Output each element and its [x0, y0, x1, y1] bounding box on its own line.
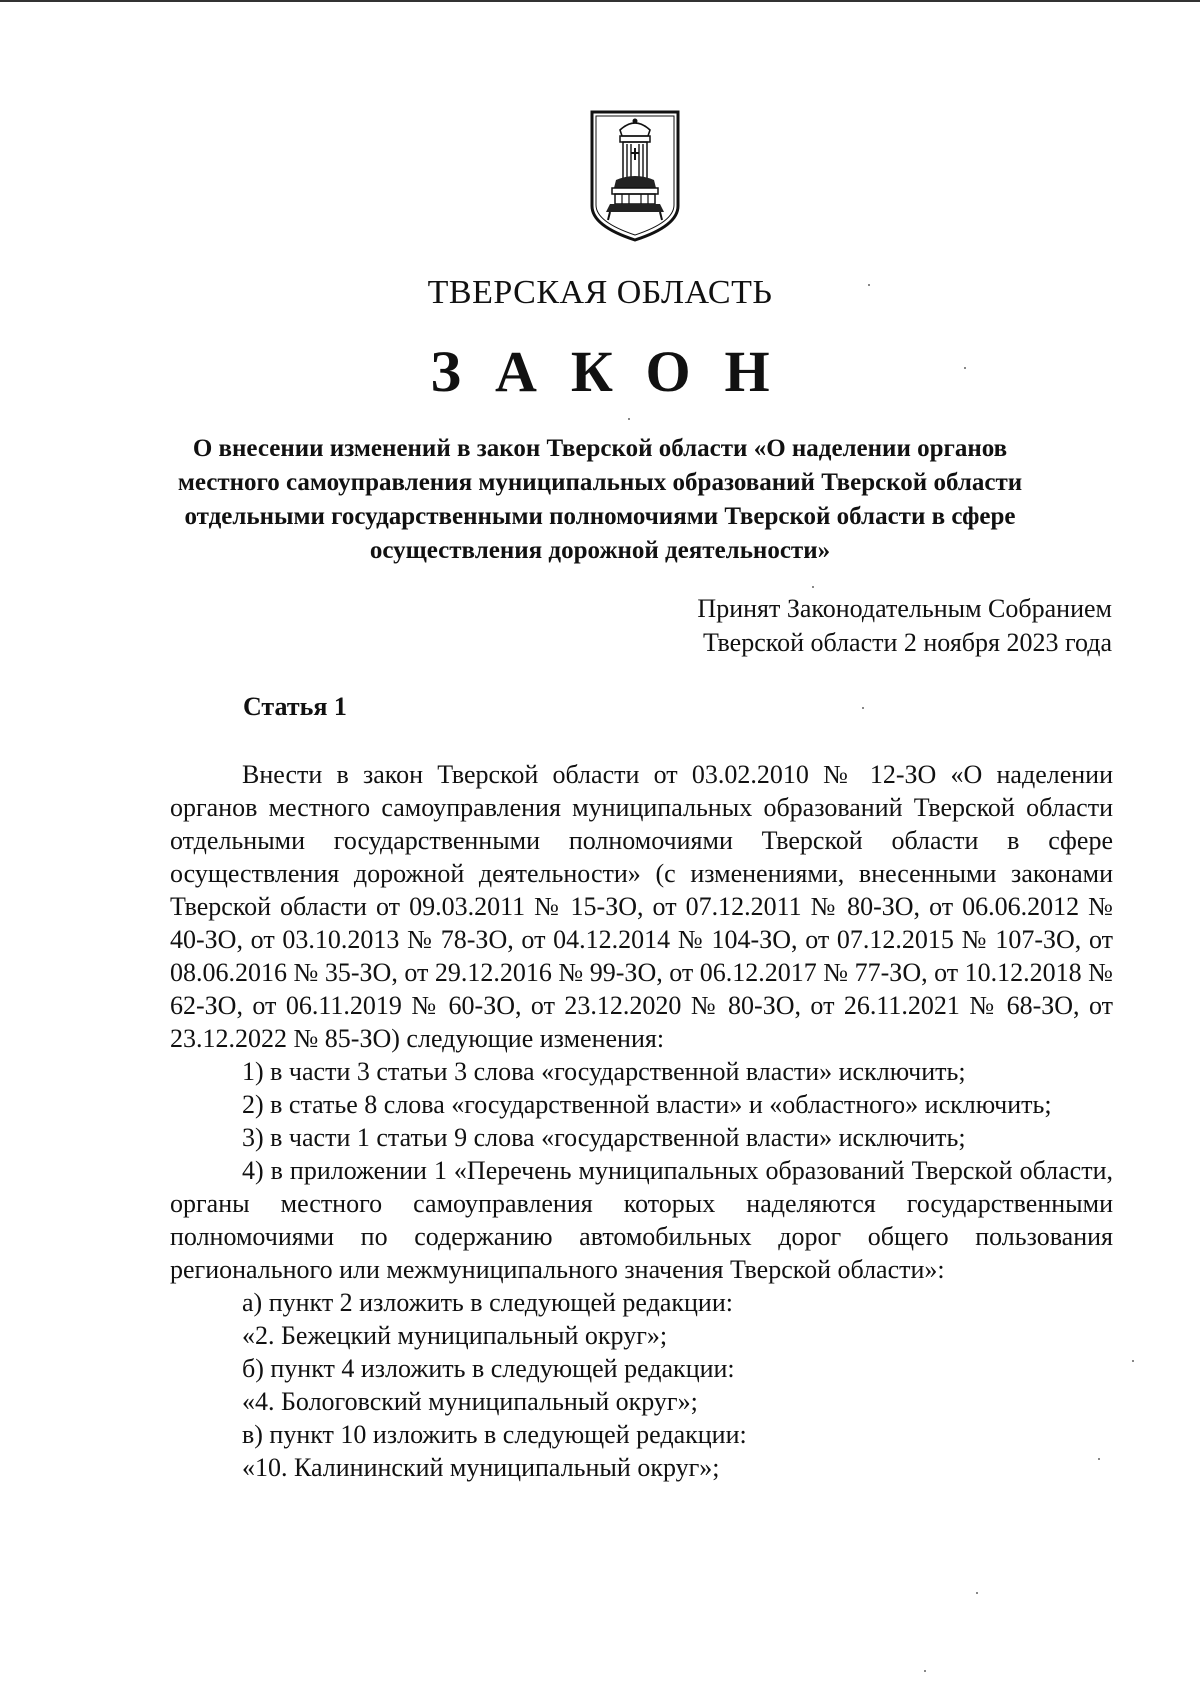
scan-speck	[628, 418, 630, 420]
scan-speck	[976, 1592, 978, 1594]
adoption-line-2: Тверской области 2 ноября 2023 года	[702, 628, 1112, 657]
scan-speck	[862, 707, 864, 709]
article-paragraph: 4) в приложении 1 «Перечень муниципальных образований Тверской области, органы местного самоуправления которых наделяются государственными полномочиями по содержанию автомобильных дорог общего пользования регионального или межмуниципального значения Тверской области»:	[170, 1156, 1113, 1284]
article-body	[170, 758, 1113, 1484]
article-heading: Статья 1	[243, 692, 347, 721]
scan-speck	[868, 284, 870, 286]
scan-speck	[924, 1670, 926, 1672]
article-paragraph: «10. Калининский муниципальный округ»;	[242, 1453, 720, 1482]
region-title: ТВЕРСКАЯ ОБЛАСТЬ	[427, 274, 773, 311]
adoption-line-1: Принят Законодательным Собранием	[697, 594, 1112, 623]
article-paragraph: а) пункт 2 изложить в следующей редакции:	[242, 1288, 733, 1317]
article-paragraph: 2) в статье 8 слова «государственной власти» и «областного» исключить;	[242, 1090, 1052, 1119]
law-subject-title: О внесении изменений в закон Тверской области «О наделении органов местного самоуправления муниципальных образований Тверской области отдельными государственными полномочиями Тверской области в сфере осуществления дорожной деятельности»	[177, 435, 1023, 564]
tver-coat-of-arms-emblem	[586, 108, 684, 244]
adoption-note	[697, 592, 1112, 660]
article-paragraph: «2. Бежецкий муниципальный округ»;	[242, 1321, 668, 1350]
scan-speck	[964, 367, 966, 369]
article-paragraph: «4. Бологовский муниципальный округ»;	[242, 1387, 698, 1416]
article-paragraph: 1) в части 3 статьи 3 слова «государственной власти» исключить;	[242, 1057, 966, 1086]
article-paragraph: в) пункт 10 изложить в следующей редакции:	[242, 1420, 747, 1449]
scan-top-edge	[0, 0, 1200, 2]
article-paragraph: Внести в закон Тверской области от 03.02.2010 № 12-ЗО «О наделении органов местного самоуправления муниципальных образований Тверской области отдельными государственными полномочиями Тверской области в сфере осуществления дорожной деятельности» (с изменениями, внесенными законами Тверской области от 09.03.2011 № 15-ЗО, от 07.12.2011 № 80-ЗО, от 06.06.2012 № 40-ЗО, от 03.10.2013 № 78-ЗО, от 04.12.2014 № 104-ЗО, от 07.12.2015 № 107-ЗО, от 08.06.2016 № 35-ЗО, от 29.12.2016 № 99-ЗО, от 06.12.2017 № 77-ЗО, от 10.12.2018 № 62-ЗО, от 06.11.2019 № 60-ЗО, от 23.12.2020 № 80-ЗО, от 26.11.2021 № 68-ЗО, от 23.12.2022 № 85-ЗО) следующие изменения:	[170, 760, 1113, 1053]
document-type-title: ЗАКОН	[430, 339, 804, 404]
article-paragraph: 3) в части 1 статьи 9 слова «государственной власти» исключить;	[242, 1123, 966, 1152]
scan-speck	[812, 586, 814, 588]
scan-speck	[1132, 1360, 1134, 1362]
article-paragraph: б) пункт 4 изложить в следующей редакции:	[242, 1354, 735, 1383]
scan-speck	[1098, 1458, 1100, 1460]
